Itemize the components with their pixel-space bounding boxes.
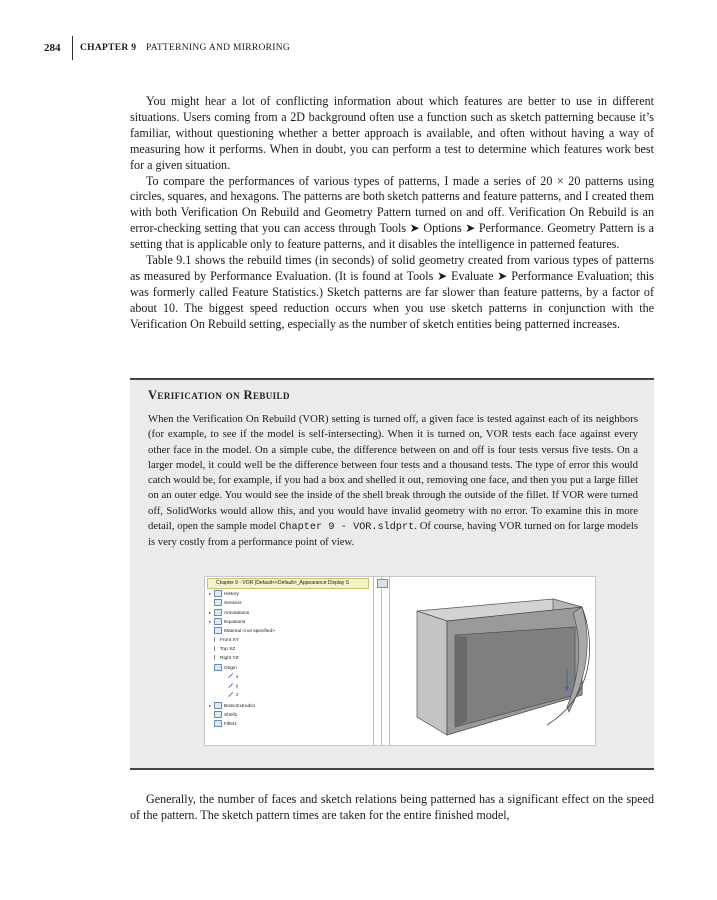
panel-edge	[373, 577, 374, 745]
tree-item-label: x	[236, 674, 239, 680]
model-view-svg	[397, 577, 595, 745]
sidebar-text-part: When the Verification On Rebuild (VOR) setting is turned off, a given face is tested against each of its neighbors (for example, to see if the model is self-intersecting). When it is turned on, VOR tests each face against every other face in the model. On a simple cube, the difference between on and off is four tests versus five tests. On a larger model, it could well be the difference between four tests and a thousand tests. The type of error this would catch would be, for example, if you had a box and shelled it out, removing one face, and then you put a large fillet on an outer edge. You would see the inside of the shell break through the outside of the fillet. If VOR were turned off, SolidWorks would allow this, and you would have invalid geometry with no error. To examine this in more detail, open the sample model	[148, 413, 638, 533]
tree-item-label: Equations	[224, 619, 246, 625]
running-header	[44, 36, 644, 66]
tree-item[interactable]	[209, 637, 239, 644]
chapter-title: PATTERNING AND MIRRORING	[146, 43, 291, 53]
tree-panels	[345, 577, 395, 745]
tree-header: Chapter 9 - VOR (Default<<Default>_Appearance Display S	[207, 578, 369, 589]
tree-item-label: Fillet1	[224, 721, 237, 727]
axis-icon	[228, 683, 234, 689]
tree-item[interactable]	[209, 599, 242, 607]
tree-item[interactable]	[209, 646, 235, 653]
axis-icon	[228, 692, 234, 698]
sidebar-title: Verification on Rebuild	[148, 388, 290, 402]
axis-icon	[228, 674, 234, 680]
tree-item[interactable]	[223, 692, 238, 699]
origin-icon	[214, 664, 222, 671]
tree-item-label: Annotations	[224, 610, 250, 616]
tree-item[interactable]	[209, 627, 275, 635]
tree-item-label: Top XZ	[220, 646, 236, 652]
panel-edge	[389, 577, 390, 745]
plane-icon	[214, 646, 218, 651]
tree-item[interactable]	[209, 618, 245, 626]
sidebar-box	[130, 378, 654, 770]
panel-edge	[381, 577, 382, 745]
material-icon	[214, 627, 222, 634]
tree-item[interactable]	[209, 702, 255, 710]
equation-icon	[214, 618, 222, 625]
expand-icon[interactable]: ▸	[209, 591, 212, 596]
screenshot-figure	[204, 576, 596, 746]
tree-item[interactable]	[223, 674, 238, 681]
view-orientation-button[interactable]	[377, 579, 388, 588]
fillet-icon	[214, 720, 222, 727]
paragraph: Table 9.1 shows the rebuild times (in seconds) of solid geometry created from various types of patterns as measured by Performance Evaluation. (It is found at Tools ➤ Evaluate ➤ Performance Evaluation; this was formerly called Feature Statistics.) Sketch patterns are far slower than feature patterns, by a factor of about 10. The biggest speed reduction occurs when you use sketch patterns in conjunction with the Verification On Rebuild setting, especially as the number of sketch entities being patterned increases.	[130, 253, 654, 331]
tree-item-label: Origin	[224, 666, 237, 672]
shell-icon	[214, 711, 222, 718]
chapter-label: CHAPTER 9	[80, 43, 137, 53]
body-text-top	[130, 94, 654, 333]
page-number: 284	[44, 42, 61, 54]
box-left-face	[417, 611, 447, 735]
header-divider	[72, 36, 73, 60]
expand-icon[interactable]: ▸	[209, 618, 212, 624]
graphics-area	[397, 577, 595, 745]
sidebar-text	[148, 412, 638, 551]
tree-item[interactable]	[209, 720, 237, 728]
paragraph: You might hear a lot of conflicting information about which features are better to use in different situations. Users coming from a 2D background often use a function such as sketch patterning because it’s familiar, without questioning whether a better approach is available, and often without having a way of measuring how it performs. When in doubt, you can perform a test to determine which features work best for a given situation.	[130, 94, 654, 172]
tree-item[interactable]	[209, 664, 237, 672]
tree-item-label: Right YZ	[220, 656, 239, 662]
paragraph: To compare the performances of various types of patterns, I made a series of 20 × 20 patterns using circles, squares, and hexagons. The patterns are both sketch patterns and feature patterns, and I created them with both Verification On Rebuild and Geometry Pattern turned on and off. Verification On Rebuild is an error-checking setting that you can access through Tools ➤ Options ➤ Performance. Geometry Pattern is a setting that is applicable only to feature patterns, and it disables the intelligence in patterned features.	[130, 173, 654, 252]
paragraph: Generally, the number of faces and sketch relations being patterned has a significant effect on the speed of the pattern. The sketch pattern times are taken for the entire finished model,	[130, 792, 654, 822]
body-text-bottom	[130, 792, 654, 824]
tree-item[interactable]	[223, 683, 238, 690]
sensor-icon	[214, 599, 222, 606]
sidebar-text-part: . Of course, having VOR turned on for large models is very costly from a performance point of view.	[148, 520, 638, 549]
folder-icon	[214, 590, 222, 597]
tree-item[interactable]	[209, 711, 237, 719]
plane-icon	[214, 637, 218, 642]
tree-item-label: z	[236, 693, 239, 699]
tree-item-label: Front XY	[220, 637, 239, 643]
tree-item[interactable]	[209, 609, 249, 617]
tree-item-label: y	[236, 684, 239, 689]
expand-icon[interactable]: ▸	[209, 609, 212, 615]
sample-file-name: Chapter 9 - VOR.sldprt	[279, 522, 415, 534]
annotation-icon	[214, 609, 222, 616]
tree-item-label: History	[224, 592, 239, 597]
plane-icon	[214, 655, 218, 660]
cavity-shadow	[455, 635, 467, 727]
tree-item-label: Material <not specified>	[224, 628, 275, 634]
extrude-icon	[214, 702, 222, 709]
tree-item[interactable]	[209, 655, 239, 662]
tree-item[interactable]	[209, 590, 239, 598]
expand-icon[interactable]: ▸	[209, 702, 212, 708]
tree-item-label: Boss-Extrude1	[224, 703, 256, 709]
tree-item-label: Shell1	[224, 712, 238, 718]
tree-item-label: Sensors	[224, 601, 242, 607]
